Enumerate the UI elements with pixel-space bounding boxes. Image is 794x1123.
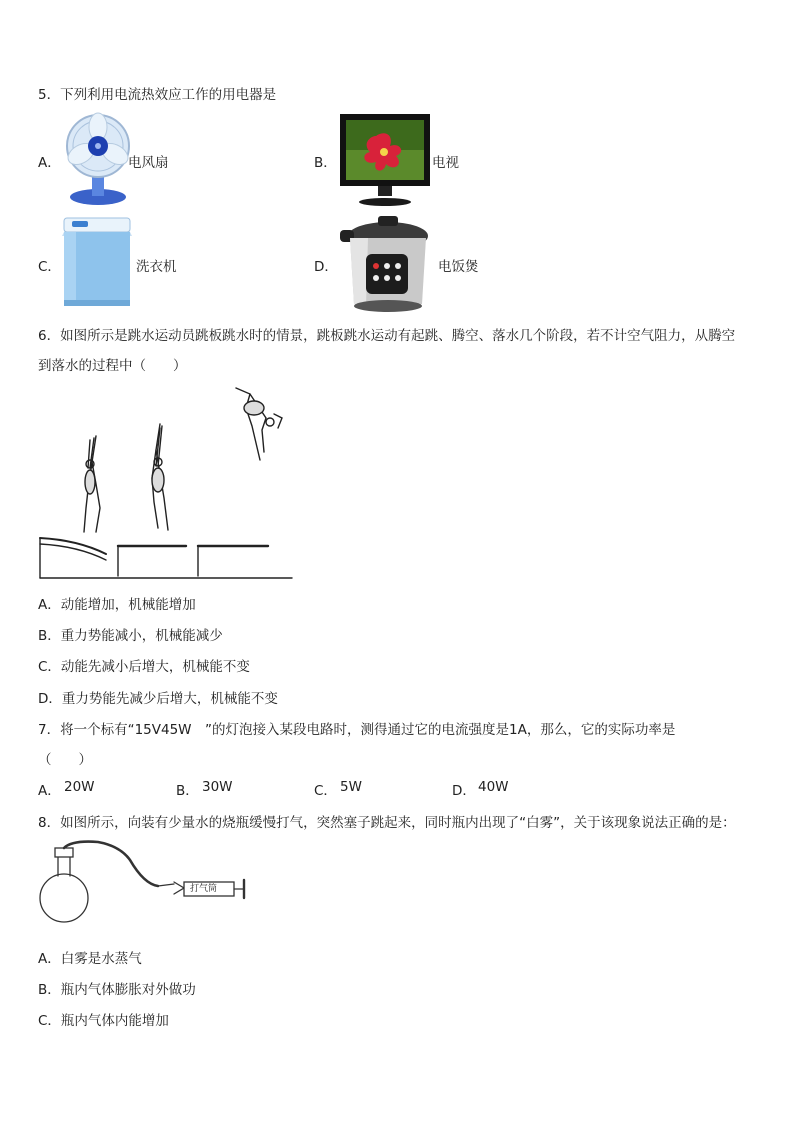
q5-stem: 5．下列利用电流热效应工作的用电器是	[38, 87, 277, 103]
q6-option-b: B．重力势能减小，机械能减少	[38, 628, 223, 644]
washing-machine-icon	[62, 214, 134, 308]
q7-option-c-letter: C．	[314, 783, 337, 799]
q7-option-c-text: 5W	[340, 779, 362, 795]
q5-option-d-text: 电饭煲	[438, 259, 479, 275]
q6-option-d: D．重力势能先减少后增大，机械能不变	[38, 691, 278, 707]
q7-option-a-text: 20W	[64, 779, 95, 795]
q7-option-b-letter: B．	[176, 783, 199, 799]
q7-option-d-text: 40W	[478, 779, 509, 795]
q5-option-b-text: 电视	[432, 155, 459, 171]
q6-stem-line2: 到落水的过程中（ ）	[38, 358, 187, 374]
q8-stem: 8．如图所示，向装有少量水的烧瓶缓慢打气，突然塞子跳起来，同时瓶内出现了“白雾”，关于该现象说法正确的是：	[38, 815, 736, 831]
q5-option-a-text: 电风扇	[128, 155, 169, 171]
q7-stem-line2: （ ）	[38, 752, 92, 768]
q5-option-c-letter: C．	[38, 259, 61, 275]
electric-fan-icon	[62, 112, 130, 208]
q5-option-a-letter: A．	[38, 155, 61, 171]
q8-option-b: B．瓶内气体膨胀对外做功	[38, 982, 196, 998]
q5-option-d-letter: D．	[314, 259, 338, 275]
q6-stem-line1: 6．如图所示是跳水运动员跳板跳水时的情景，跳板跳水运动有起跳、腾空、落水几个阶段，若不计空气阻力，从腾空	[38, 328, 736, 344]
pump-label: 打气筒	[190, 884, 218, 894]
q7-option-d-letter: D．	[452, 783, 476, 799]
q6-option-a: A．动能增加，机械能增加	[38, 597, 196, 613]
springboard-diver-figure	[38, 378, 298, 582]
q5-option-c-text: 洗衣机	[136, 259, 177, 275]
q7-option-a-letter: A．	[38, 783, 61, 799]
q5-option-b-letter: B．	[314, 155, 337, 171]
q7-stem-line1: 7．将一个标有“15V45W ”的灯泡接入某段电路时，测得通过它的电流强度是1A，那么，它的实际功率是	[38, 722, 676, 738]
q7-option-b-text: 30W	[202, 779, 233, 795]
flask-pump-figure	[38, 838, 254, 930]
television-icon	[336, 112, 432, 208]
q6-option-c: C．动能先减小后增大，机械能不变	[38, 659, 250, 675]
q8-option-c: C．瓶内气体内能增加	[38, 1013, 169, 1029]
q8-option-a: A．白雾是水蒸气	[38, 951, 142, 967]
rice-cooker-icon	[338, 212, 434, 316]
